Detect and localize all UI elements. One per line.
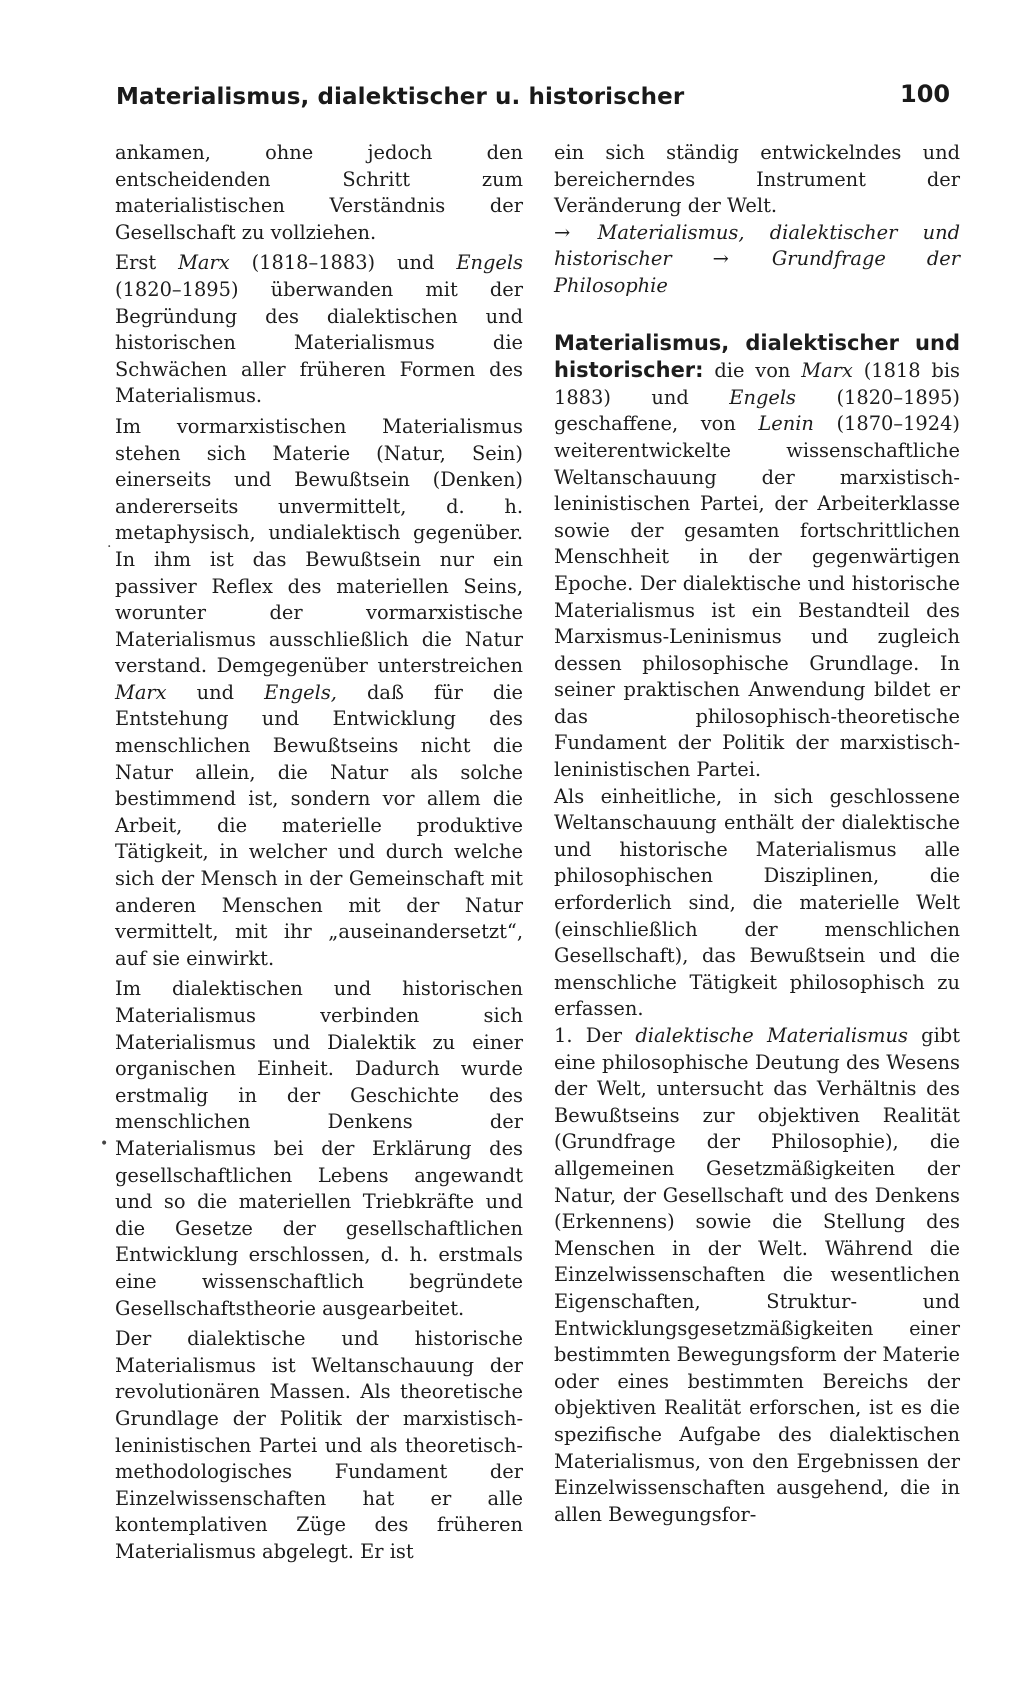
text-run: und	[166, 680, 265, 704]
right-paragraph-1: ein sich ständig entwickelndes und bereicherndes Instrument der Veränderung der Welt.	[554, 141, 960, 218]
margin-dot: •	[100, 1136, 109, 1152]
left-paragraph-2	[115, 250, 523, 410]
name-engels: Engels	[456, 251, 523, 275]
text-run: (1818 bis 1883) und	[554, 359, 960, 409]
text-run: daß für die Entstehung und Entwicklung des menschlichen Bewußtseins nicht die Natur allein, die Natur als solche bestimmend ist, sondern vor allem die Arbeit, die materielle produktive Tätigkeit, in welcher und durch welche sich der Mensch in der Gemeinschaft mit anderen Menschen mit der Natur vermittelt, mit ihr „auseinandersetzt“, auf sie einwirkt.	[115, 680, 524, 970]
text-run: (1820–1895) überwanden mit der Begründung des dialektischen und historischen Materialismus die Schwächen aller früheren Formen des Materialismus.	[115, 277, 523, 408]
running-head: Materialismus, dialektischer u. historischer	[116, 84, 685, 110]
right-column	[554, 140, 960, 1528]
name-engels: Engels,	[264, 680, 337, 704]
cross-reference	[554, 220, 960, 300]
cross-reference-link-1: Materialismus, dialektischer und historischer	[554, 220, 960, 271]
text-run: 1. Der	[554, 1024, 636, 1047]
left-paragraph-3	[115, 414, 523, 972]
left-column	[115, 140, 523, 1565]
text-run: gibt eine philosophische Deutung des Wesens der Welt, untersucht das Verhältnis des Bewußtseins zur objektiven Realität (Grundfrage der Philosophie), die allgemeinen Gesetzmäßigkeiten der Natur, der Gesellschaft und des Denkens (Erkennens) sowie die Stellung des Menschen in der Welt. Während die Einzelwissenschaften die wesentlichen Eigenschaften, Struktur- und Entwicklungsgesetzmäßigkeiten einer bestimmten Bewegungsform der Materie oder eines bestimmten Bereichs der objektiven Realität erforschen, ist es die spezifische Aufgabe des dialektischen Materialismus, von den Ergebnissen der Einzelwissenschaften ausgehend, die in allen Bewegungsfor-	[554, 1024, 961, 1526]
text-run: Erst	[115, 251, 179, 275]
term-dialektischer-materialismus: dialektische Materialismus	[635, 1024, 908, 1047]
arrow-right-icon: →	[712, 247, 729, 271]
text-run: (1870–1924) weiterentwickelte wissenschaftliche Weltanschauung der marxistisch-leninistischen Partei, der Arbeiterklasse sowie der gesamten fortschrittlichen Menschheit in der gegenwärtigen Epoche. Der dialektische und historische Materialismus ist ein Bestandteil des Marxismus-Leninismus und zugleich dessen philosophische Grundlage. In seiner praktischen Anwendung bildet er das philosophisch-theoretische Fundament der Politik der marxistisch-leninistischen Partei.	[554, 412, 960, 782]
name-engels: Engels	[729, 385, 796, 409]
text-run: (1820–1895) geschaffene, von	[554, 385, 960, 436]
text-run: die von	[703, 359, 802, 383]
left-paragraph-5: Der dialektische und historische Materialismus ist Weltanschauung der revolutionären Massen. Als theoretische Grundlage der Politik der marxistisch-leninistischen Partei und als theoretisch-methodologisches Fundament der Einzelwissenschaften hat er alle kontemplativen Züge des früheren Materialismus abgelegt. Er ist	[115, 1327, 523, 1563]
left-paragraph-4: Im dialektischen und historischen Materialismus verbinden sich Materialismus und Dialektik zu einer organischen Einheit. Dadurch wurde erstmalig in der Geschichte des menschlichen Denkens der Materialismus bei der Erklärung des gesellschaftlichen Lebens angewandt und so die materiellen Triebkräfte und die Gesetze der gesellschaftlichen Entwicklung erschlossen, d. h. erstmals eine wissenschaftlich begründete Gesellschaftstheorie ausgearbeitet.	[115, 977, 523, 1320]
left-paragraph-1: ankamen, ohne jedoch den entscheidenden Schritt zum materialistischen Verständnis der Gesellschaft zu vollziehen.	[115, 141, 523, 244]
dictionary-entry	[554, 330, 960, 784]
right-paragraph-3	[554, 1023, 960, 1528]
arrow-right-icon: →	[554, 220, 571, 244]
cross-reference-link-2: Grundfrage der Philosophie	[554, 247, 960, 297]
name-marx: Marx	[178, 251, 230, 275]
entry-headword: Materialismus, dialektischer und historischer:	[554, 330, 960, 383]
name-lenin: Lenin	[758, 412, 814, 436]
right-paragraph-2: Als einheitliche, in sich geschlossene Weltanschauung enthält der dialektische und historische Materialismus alle philosophischen Disziplinen, die erforderlich sind, die materielle Welt (einschließlich der menschlichen Gesellschaft), das Bewußtsein und die menschliche Tätigkeit philosophisch zu erfassen.	[554, 784, 960, 1021]
text-run: (1818–1883) und	[229, 251, 457, 275]
name-marx: Marx	[115, 680, 167, 704]
name-marx: Marx	[801, 359, 853, 383]
text-run: Im vormarxistischen Materialismus stehen sich Materie (Natur, Sein) einerseits und Bewußtsein (Denken) andererseits unvermittelt, d. h. metaphysisch, undialektisch gegenüber. In ihm ist das Bewußtsein nur ein passiver Reflex des materiellen Seins, worunter der vormarxistische Materialismus ausschließlich die Natur verstand. Demgegenüber unterstreichen	[115, 414, 523, 678]
margin-dot: .	[107, 535, 112, 551]
page-number: 100	[900, 80, 951, 108]
